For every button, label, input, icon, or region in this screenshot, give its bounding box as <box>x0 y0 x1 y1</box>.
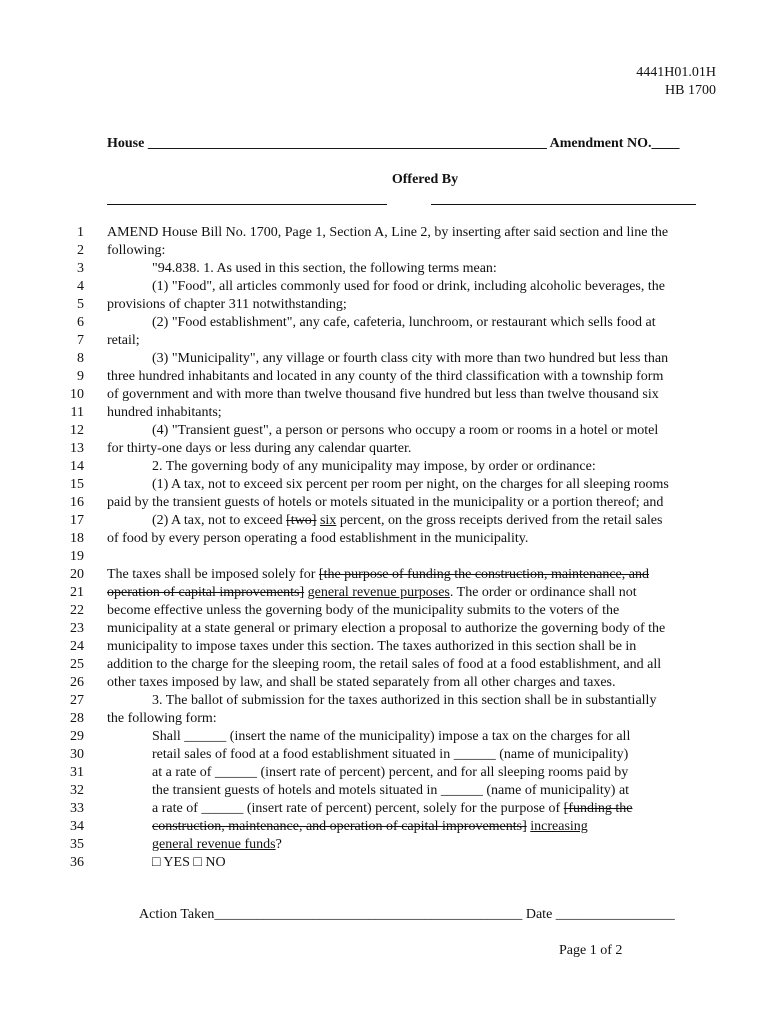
amend-line-13: for thirty-one days or less during any calendar quarter. <box>107 441 412 456</box>
line-number: 36 <box>70 855 84 870</box>
line-number: 6 <box>77 315 84 330</box>
line-number: 28 <box>70 711 84 726</box>
signature-line-right <box>431 196 696 205</box>
amend-line-8: (3) "Municipality", any village or fourth class city with more than two hundred but less than <box>152 351 669 366</box>
date-label: Date <box>525 907 553 922</box>
amend-line-30: retail sales of food at a food establishment situated in ______ (name of municipality) <box>152 747 629 762</box>
amend-line-3: "94.838. 1. As used in this section, the following terms mean: <box>152 261 497 276</box>
deleted-text: construction, maintenance, and operation of capital improvements] <box>152 819 527 834</box>
amendment-blank: ____ <box>651 136 680 151</box>
line-number: 3 <box>77 261 84 276</box>
date-blank: _________________ <box>555 907 675 922</box>
amend-line-27: 3. The ballot of submission for the taxes authorized in this section shall be in substantially <box>152 693 657 708</box>
line-number: 30 <box>70 747 84 762</box>
deleted-text: operation of capital improvements] <box>107 585 305 600</box>
line-number: 22 <box>70 603 84 618</box>
line-number: 11 <box>70 405 84 420</box>
line-number: 18 <box>70 531 84 546</box>
ballot-choices: □ YES □ NO <box>152 855 226 870</box>
inserted-text: six <box>319 513 337 528</box>
line-number: 24 <box>70 639 84 654</box>
amend-line-9: three hundred inhabitants and located in any county of the third classification with a township form <box>107 369 664 384</box>
line-number: 21 <box>70 585 84 600</box>
amend-line-14: 2. The governing body of any municipality may impose, by order or ordinance: <box>152 459 596 474</box>
line-17-text-b: percent, on the gross receipts derived from the retail sales <box>336 513 663 528</box>
amend-line-15: (1) A tax, not to exceed six percent per room per night, on the charges for all sleeping rooms <box>152 477 669 492</box>
amend-line-29: Shall ______ (insert the name of the municipality) impose a tax on the charges for all <box>152 729 631 744</box>
amend-line-31: at a rate of ______ (insert rate of percent) percent, and for all sleeping rooms paid by <box>152 765 629 780</box>
line-number: 13 <box>70 441 84 456</box>
amend-line-12: (4) "Transient guest", a person or persons who occupy a room or rooms in a hotel or motel <box>152 423 659 438</box>
amend-line-20 <box>107 566 649 584</box>
line-number: 17 <box>70 513 84 528</box>
line-number: 4 <box>77 279 84 294</box>
amend-line-10: of government and with more than twelve thousand five hundred but less than twelve thousand six <box>107 387 659 402</box>
amend-line-34 <box>152 818 588 836</box>
amend-line-1: AMEND House Bill No. 1700, Page 1, Section A, Line 2, by inserting after said section and line the <box>107 225 669 240</box>
signature-line-left <box>107 196 387 205</box>
line-number: 9 <box>77 369 84 384</box>
page-number: Page 1 of 2 <box>559 943 623 958</box>
amend-line-23: municipality at a state general or primary election a proposal to authorize the governing body of the <box>107 621 666 636</box>
amend-line-2: following: <box>107 243 166 258</box>
deleted-text: [funding the <box>563 801 633 816</box>
amend-line-6: (2) "Food establishment", any cafe, cafeteria, lunchroom, or restaurant which sells food at <box>152 315 656 330</box>
line-number: 20 <box>70 567 84 582</box>
line-number: 23 <box>70 621 84 636</box>
amend-line-28: the following form: <box>107 711 217 726</box>
amend-line-16: paid by the transient guests of hotels or motels situated in the municipality or a portion thereof; and <box>107 495 664 510</box>
amend-line-17 <box>107 512 662 530</box>
line-35-text-b: ? <box>275 837 282 852</box>
line-33-text-a: a rate of ______ (insert rate of percent) percent, solely for the purpose of <box>152 801 564 816</box>
deleted-text: [the purpose of funding the construction, maintenance, and <box>318 567 649 582</box>
line-number: 5 <box>77 297 84 312</box>
line-number: 27 <box>70 693 84 708</box>
line-number: 7 <box>77 333 84 348</box>
line-number: 12 <box>70 423 84 438</box>
amend-line-32: the transient guests of hotels and motels situated in ______ (name of municipality) at <box>152 783 630 798</box>
amend-line-22: become effective unless the governing body of the municipality submits to the voters of the <box>107 603 620 618</box>
amend-line-24: municipality to impose taxes under this section. The taxes authorized in this section shall be in <box>107 639 637 654</box>
line-number: 35 <box>70 837 84 852</box>
amend-line-18: of food by every person operating a food establishment in the municipality. <box>107 531 529 546</box>
amend-line-11: hundred inhabitants; <box>107 405 222 420</box>
line-20-text-a: The taxes shall be imposed solely for <box>107 567 319 582</box>
amend-line-35 <box>152 836 282 854</box>
amend-line-26: other taxes imposed by law, and shall be stated separately from all other charges and taxes. <box>107 675 616 690</box>
line-number: 14 <box>70 459 84 474</box>
inserted-text: general revenue funds <box>152 837 276 852</box>
house-line <box>107 136 715 152</box>
line-number: 32 <box>70 783 84 798</box>
amendment-label: Amendment NO. <box>549 136 652 151</box>
line-number: 34 <box>70 819 84 834</box>
action-taken-blank: ____________________________________________ <box>214 907 523 922</box>
line-number: 25 <box>70 657 84 672</box>
house-label: House <box>107 136 145 151</box>
line-number: 33 <box>70 801 84 816</box>
line-number: 16 <box>70 495 84 510</box>
line-number: 31 <box>70 765 84 780</box>
offered-by: Offered By <box>391 172 459 187</box>
amend-line-7: retail; <box>107 333 140 348</box>
deleted-text: [two] <box>286 513 317 528</box>
inserted-text: general revenue purposes <box>307 585 450 600</box>
amend-line-5: provisions of chapter 311 notwithstanding; <box>107 297 347 312</box>
amend-line-4: (1) "Food", all articles commonly used for food or drink, including alcoholic beverages, the <box>152 279 665 294</box>
line-number: 1 <box>77 225 84 240</box>
line-17-text-a: (2) A tax, not to exceed <box>152 513 287 528</box>
action-taken-label: Action Taken <box>139 907 215 922</box>
amend-line-21 <box>107 584 637 602</box>
line-number: 8 <box>77 351 84 366</box>
action-taken-line <box>139 907 675 923</box>
house-blank: _________________________________________________________ <box>147 136 547 151</box>
line-number: 10 <box>70 387 84 402</box>
line-number: 19 <box>70 549 84 564</box>
line-number: 2 <box>77 243 84 258</box>
amend-line-25: addition to the charge for the sleeping room, the retail sales of food at a food establishment, and all <box>107 657 662 672</box>
line-number: 26 <box>70 675 84 690</box>
line-number: 15 <box>70 477 84 492</box>
bill-number: HB 1700 <box>665 83 716 98</box>
amend-line-33 <box>152 800 633 818</box>
doc-id: 4441H01.01H <box>636 65 716 80</box>
inserted-text: increasing <box>530 819 588 834</box>
line-21-text-b: . The order or ordinance shall not <box>449 585 637 600</box>
line-number: 29 <box>70 729 84 744</box>
